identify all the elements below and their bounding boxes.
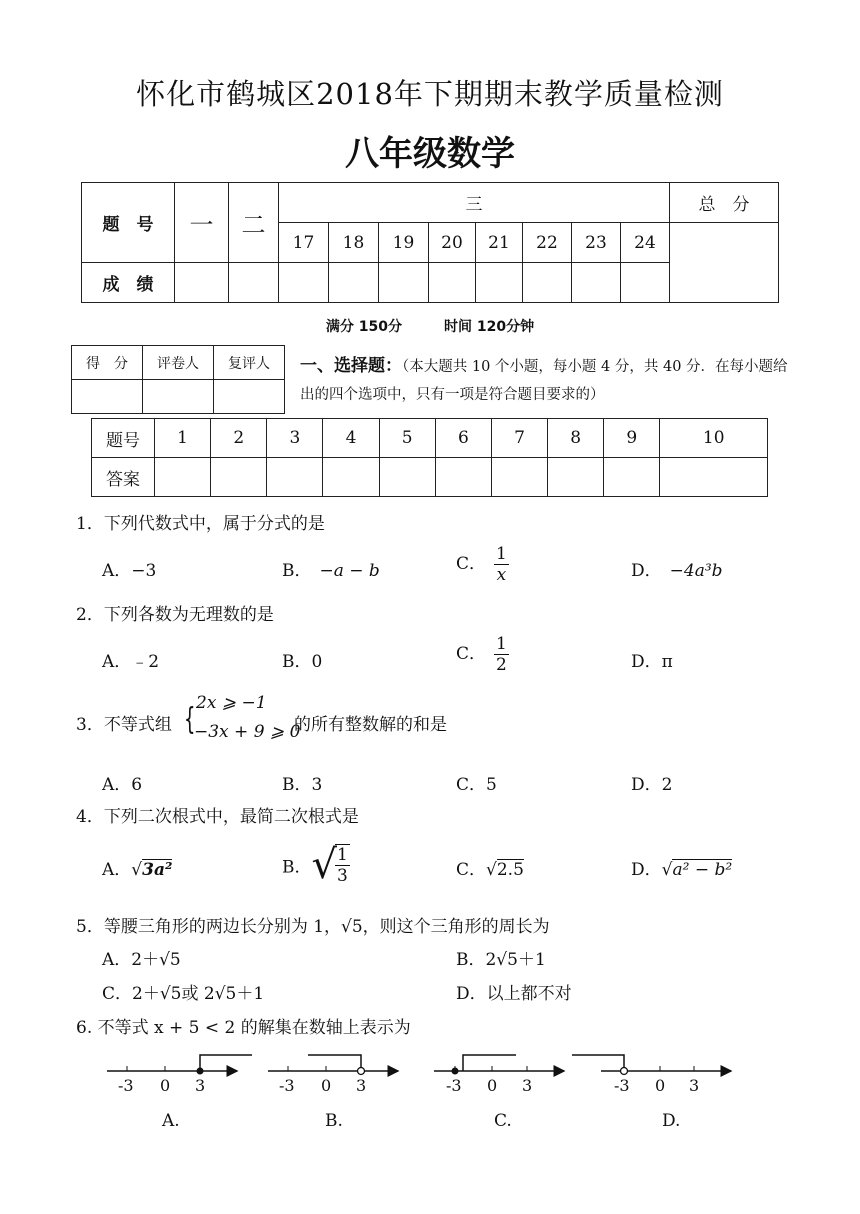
q6-option-c: C.: [494, 1111, 512, 1131]
q2-stem: 2．下列各数为无理数的是: [76, 605, 274, 625]
sqrt-sign: √: [661, 860, 673, 880]
score-row2-label: 成 绩: [82, 263, 175, 303]
q3-option-c: C．5: [456, 775, 497, 795]
col-two: 二: [229, 183, 279, 263]
hollow-point: [358, 1068, 365, 1075]
q3-inequality-2: −3x + 9 ⩾ 0: [194, 722, 301, 742]
q2-option-a: A．﹣2: [102, 652, 160, 672]
q1-option-a: A．−3: [102, 561, 157, 581]
tick-label: -3: [446, 1076, 462, 1095]
answer-row1-label: 题号: [92, 419, 155, 458]
answer-number: 9: [604, 419, 660, 458]
q1-option-b-expr: −a − b: [319, 561, 380, 581]
q3-stem-prefix: 3．不等式组: [76, 715, 172, 735]
subject-title: 八年级数学: [345, 134, 515, 174]
q6-stem: 6. 不等式 x + 5 < 2 的解集在数轴上表示为: [76, 1018, 411, 1038]
sub-col: 24: [621, 223, 670, 263]
tick-label: 3: [195, 1076, 206, 1095]
q3-option-a: A．6: [102, 775, 143, 795]
exam-info: 满分 150分 时间 120分钟: [325, 319, 535, 335]
col-total: 总 分: [670, 183, 779, 223]
q1-option-d-expr: −4a³b: [669, 561, 723, 581]
q4-a-radicand: 3a²: [142, 860, 173, 880]
col-one: 一: [175, 183, 229, 263]
tick-label: -3: [118, 1076, 134, 1095]
q4-option-b-label: B．: [282, 857, 312, 878]
number-line-d: [572, 1055, 731, 1075]
hollow-point: [621, 1068, 628, 1075]
q3-option-b: B．3: [282, 775, 323, 795]
sub-col: 21: [476, 223, 523, 263]
tick-label: 3: [522, 1076, 533, 1095]
tick-label: 0: [321, 1076, 332, 1095]
q1-c-denominator: x: [496, 565, 507, 585]
q3-inequality-1: 2x ⩾ −1: [196, 693, 267, 713]
q3-stem-suffix: 的所有整数解的和是: [294, 715, 447, 735]
tick-label: 0: [655, 1076, 666, 1095]
answer-number: 7: [491, 419, 547, 458]
answer-number: 3: [267, 419, 323, 458]
number-line-b: [268, 1055, 398, 1075]
q4-option-d-label: D．: [631, 860, 662, 880]
answer-number: 8: [548, 419, 604, 458]
grader-score-label: 得 分: [72, 346, 143, 380]
number-line-a: [107, 1055, 252, 1075]
section-1-desc: （本大题共 10 个小题，每小题 4 分，共 40 分．在每小题给出的四个选项中，只有一项是符合题目要求的）: [300, 359, 788, 403]
q4-option-c-label: C．: [456, 860, 487, 880]
q2-option-d: D．π: [631, 652, 673, 672]
q5-option-b: B．2√5＋1: [456, 950, 546, 970]
q4-c-radicand: 2.5: [496, 860, 524, 880]
q4-d-radicand: a² − b²: [672, 860, 733, 880]
tick-label: 3: [356, 1076, 367, 1095]
q2-c-denominator: 2: [496, 655, 507, 675]
section-1-title: 一、选择题：: [300, 356, 402, 376]
tick-label: 0: [160, 1076, 171, 1095]
tick-label: 3: [689, 1076, 700, 1095]
q6-option-d: D.: [662, 1111, 681, 1131]
answer-number: 1: [155, 419, 211, 458]
q4-option-a-label: A．: [102, 860, 132, 880]
tick-label: 0: [487, 1076, 498, 1095]
grader-reviewer-label: 评卷人: [143, 346, 214, 380]
q5-option-a: A．2＋√5: [102, 950, 181, 970]
solid-point: [452, 1068, 459, 1075]
col-three: 三: [279, 183, 670, 223]
q1-stem: 1．下列代数式中，属于分式的是: [76, 514, 325, 534]
score-row1-label: 题 号: [82, 183, 175, 263]
q3-brace: {: [184, 702, 196, 737]
sqrt-sign: √: [131, 860, 143, 880]
q6-option-b: B.: [325, 1111, 343, 1131]
sqrt-sign: √: [311, 842, 337, 888]
q1-c-numerator: 1: [496, 544, 507, 564]
answer-number: 5: [379, 419, 435, 458]
sub-col: 19: [379, 223, 429, 263]
q6-option-a: A.: [162, 1111, 180, 1131]
q3-option-d: D．2: [631, 775, 673, 795]
sqrt-sign: √: [486, 860, 497, 880]
q4-stem: 4．下列二次根式中，最简二次根式是: [76, 807, 359, 827]
answer-number: 6: [435, 419, 491, 458]
q5-option-c: C．2＋√5或 2√5＋1: [102, 984, 265, 1004]
q4-b-numerator: 1: [337, 845, 348, 865]
answer-number: 10: [660, 419, 768, 458]
answer-number: 2: [211, 419, 267, 458]
q5-option-d: D．以上都不对: [456, 984, 572, 1004]
q2-option-c-label: C．: [456, 644, 487, 664]
answer-row2-label: 答案: [92, 458, 155, 497]
q1-option-d-label: D．: [631, 561, 662, 581]
q2-c-numerator: 1: [496, 634, 507, 654]
grader-rechecker-label: 复评人: [214, 346, 285, 380]
exam-title: 怀化市鹤城区2018年下期期末教学质量检测: [136, 77, 724, 111]
sub-col: 18: [329, 223, 379, 263]
q1-option-b-label: B．: [282, 561, 312, 581]
tick-label: -3: [614, 1076, 630, 1095]
q1-option-c-label: C．: [456, 554, 487, 574]
sub-col: 22: [523, 223, 572, 263]
sub-col: 23: [572, 223, 621, 263]
q2-option-b: B．0: [282, 652, 323, 672]
sub-col: 17: [279, 223, 329, 263]
tick-label: -3: [279, 1076, 295, 1095]
q4-b-denominator: 3: [337, 866, 348, 886]
q5-stem: 5．等腰三角形的两边长分别为 1，√5，则这个三角形的周长为: [76, 917, 550, 937]
answer-number: 4: [323, 419, 379, 458]
number-line-c: [434, 1055, 564, 1075]
sub-col: 20: [429, 223, 476, 263]
